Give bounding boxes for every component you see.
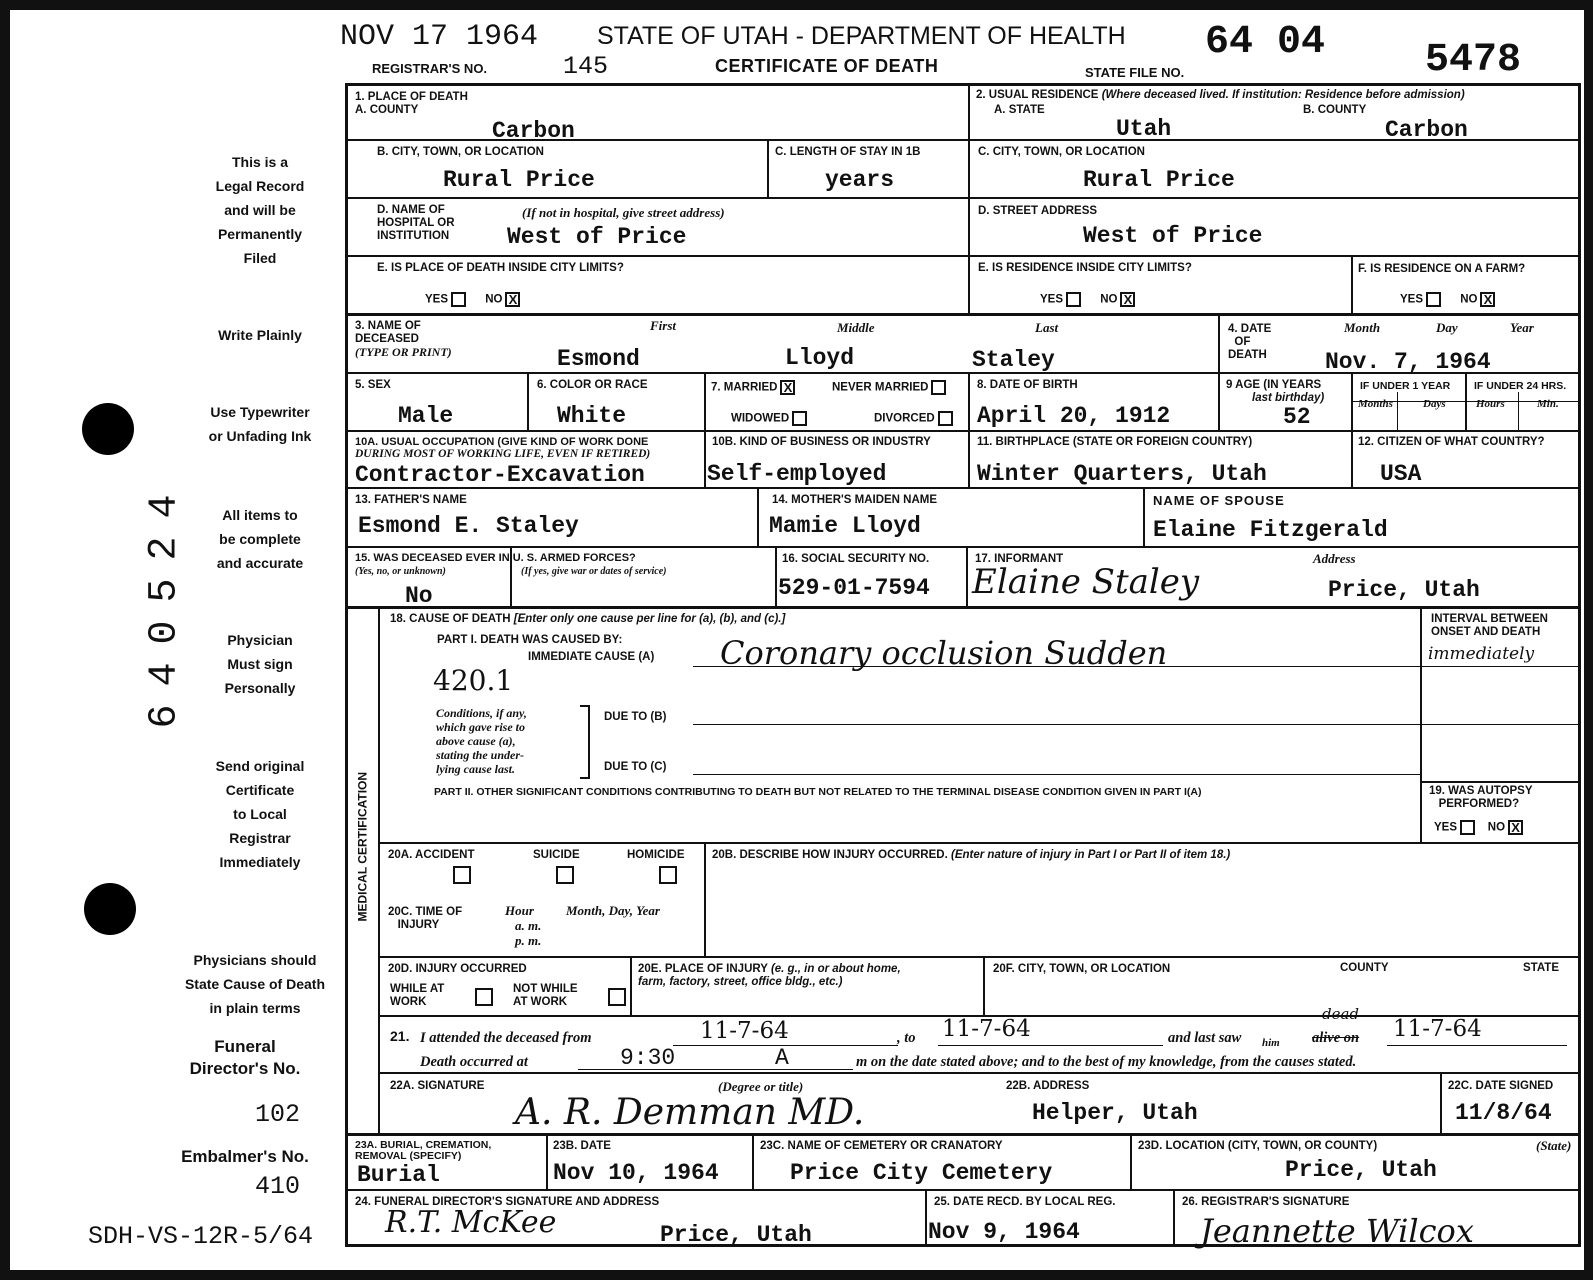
part-1-label: PART I. DEATH WAS CAUSED BY: — [437, 634, 623, 646]
street-address-label: D. STREET ADDRESS — [978, 205, 1098, 217]
accident-checkbox[interactable] — [453, 866, 471, 884]
alive-on-label: alive on — [1312, 1030, 1360, 1046]
suicide-checkbox[interactable] — [556, 866, 574, 884]
death-county: Carbon — [492, 118, 575, 144]
burial-date-label: 23B. DATE — [553, 1140, 611, 1152]
days-label: Days — [1423, 398, 1446, 410]
immediate-cause-label: IMMEDIATE CAUSE (A) — [528, 651, 655, 663]
autopsy-no-checkbox[interactable]: X — [1508, 820, 1523, 835]
spouse-label: NAME OF SPOUSE — [1153, 493, 1285, 508]
legal-record-note: This is a Legal Record and will be Permanently Filed — [215, 154, 305, 266]
registrar-no: 145 — [563, 52, 609, 81]
death-inside-city-label: E. IS PLACE OF DEATH INSIDE CITY LIMITS? — [377, 262, 624, 274]
farm-no-checkbox[interactable]: X — [1480, 292, 1495, 307]
send-original-note: Send original Certificate to Local Registrar Immediately — [215, 758, 305, 870]
widowed-option: WIDOWED — [731, 411, 807, 426]
residence-inside-no-checkbox[interactable]: X — [1120, 292, 1135, 307]
state-file-label: STATE FILE NO. — [1085, 65, 1185, 80]
signature-label: 22A. SIGNATURE — [390, 1080, 485, 1092]
under-24-hrs-label: IF UNDER 24 HRS. — [1474, 380, 1567, 392]
time-of-injury-label: 20C. TIME OF INJURY — [388, 906, 463, 931]
informant-label: 17. INFORMANT — [975, 553, 1064, 565]
date-of-birth: April 20, 1912 — [977, 403, 1171, 429]
stated-text: m on the date stated above; and to the best of my knowledge, from the causes stated. — [856, 1054, 1357, 1070]
informant-address: Price, Utah — [1328, 577, 1480, 603]
autopsy-label: 19. WAS AUTOPSY PERFORMED? — [1429, 785, 1533, 810]
never-married-option: NEVER MARRIED — [832, 380, 946, 395]
residence-county-label: B. COUNTY — [1303, 104, 1367, 116]
year-label: Year — [1510, 320, 1534, 335]
physician-address: Helper, Utah — [1032, 1100, 1198, 1126]
cemetery: Price City Cemetery — [790, 1160, 1053, 1186]
conditions-note: Conditions, if any, which gave rise to above cause (a), stating the under- lying cause last. — [436, 706, 527, 776]
stamp-date: NOV 17 1964 — [340, 20, 539, 54]
race: White — [557, 403, 627, 429]
race-label: 6. COLOR OR RACE — [537, 379, 648, 391]
age: 52 — [1283, 404, 1311, 430]
hospital-note: (If not in hospital, give street address) — [522, 205, 725, 220]
funeral-director-no-label: Funeral Director's No. — [189, 1037, 301, 1078]
citizen: USA — [1380, 461, 1422, 487]
birthplace: Winter Quarters, Utah — [977, 461, 1267, 487]
occupation-label: 10A. USUAL OCCUPATION (GIVE KIND OF WORK DONE DURING MOST OF WORKING LIFE, EVEN IF RETIRED) — [355, 436, 651, 460]
disposition: Burial — [357, 1162, 440, 1188]
funeral-director-address: Price, Utah — [660, 1222, 812, 1248]
state-file-prefix: 64 04 — [1205, 20, 1326, 65]
residence-city-label: C. CITY, TOWN, OR LOCATION — [978, 146, 1145, 158]
certificate-title: CERTIFICATE OF DEATH — [715, 56, 939, 76]
death-inside-yes-checkbox[interactable] — [451, 292, 466, 307]
embalmer-no: 410 — [255, 1172, 301, 1201]
punch-hole-bottom — [84, 883, 136, 935]
embalmer-no-label: Embalmer's No. — [181, 1147, 309, 1166]
describe-injury-label: 20B. DESCRIBE HOW INJURY OCCURRED. (Enter nature of injury in Part I or Part II of item 18.) — [712, 849, 1231, 861]
birthplace-label: 11. BIRTHPLACE (STATE OR FOREIGN COUNTRY) — [977, 436, 1253, 448]
farm-options: YES NO X — [1400, 292, 1495, 307]
homicide-checkbox[interactable] — [659, 866, 677, 884]
under-1-year-label: IF UNDER 1 YEAR — [1360, 380, 1451, 392]
farm-label: F. IS RESIDENCE ON A FARM? — [1358, 263, 1526, 275]
widowed-checkbox[interactable] — [792, 411, 807, 426]
cause-code: 420.1 — [433, 664, 514, 697]
injury-state-label: STATE — [1523, 962, 1559, 974]
first-label: First — [650, 318, 677, 333]
death-time: 9:30 — [620, 1045, 676, 1071]
business-label: 10B. KIND OF BUSINESS OR INDUSTRY — [712, 436, 931, 448]
minutes-label: Min. — [1537, 398, 1559, 410]
while-at-work-checkbox[interactable] — [475, 988, 493, 1006]
state-file-number: 5478 — [1425, 38, 1522, 83]
pm-label: p. m. — [515, 933, 542, 948]
usual-residence-label: 2. USUAL RESIDENCE (Where deceased lived. If institution: Residence before admission) — [976, 89, 1465, 101]
length-of-stay: years — [825, 167, 895, 193]
ssn-label: 16. SOCIAL SECURITY NO. — [782, 553, 930, 565]
hospital-label: D. NAME OF HOSPITAL OR INSTITUTION — [377, 204, 455, 242]
date-signed: 11/8/64 — [1455, 1100, 1552, 1126]
attended-to: 11-7-64 — [942, 1016, 1031, 1042]
informant-address-label: Address — [1313, 551, 1356, 566]
month-day-year-label: Month, Day, Year — [566, 903, 660, 918]
part-2-label: PART II. OTHER SIGNIFICANT CONDITIONS CONTRIBUTING TO DEATH BUT NOT RELATED TO THE TERMINAL DISEASE CONDITION GIVEN IN PART I(A) — [434, 786, 1202, 798]
injury-county-label: COUNTY — [1340, 962, 1389, 974]
attended-from: 11-7-64 — [700, 1018, 789, 1044]
armed-forces-label: 15. WAS DECEASED EVER IN U. S. ARMED FORCES? — [355, 552, 636, 564]
autopsy-yes-checkbox[interactable] — [1460, 820, 1475, 835]
agency-name: STATE OF UTAH - DEPARTMENT OF HEALTH — [597, 22, 1126, 50]
residence-county: Carbon — [1385, 117, 1468, 143]
death-inside-city-options: YES NO X — [425, 292, 520, 307]
street-address: West of Price — [1083, 223, 1263, 249]
dead-mark: dead — [1322, 1005, 1360, 1023]
registrar-no-label: REGISTRAR'S NO. — [372, 61, 488, 76]
informant-signature: Elaine Staley — [972, 562, 1200, 602]
father-label: 13. FATHER'S NAME — [355, 494, 467, 506]
due-to-c-label: DUE TO (C) — [604, 761, 667, 773]
date-received: Nov 9, 1964 — [928, 1219, 1080, 1245]
death-inside-no-checkbox[interactable]: X — [505, 292, 520, 307]
business: Self-employed — [707, 461, 887, 487]
date-signed-label: 22C. DATE SIGNED — [1448, 1080, 1554, 1092]
residence-state: Utah — [1116, 116, 1172, 142]
date-of-death: Nov. 7, 1964 — [1325, 349, 1491, 375]
hours-label: Hours — [1476, 398, 1505, 410]
last-saw-date: 11-7-64 — [1393, 1016, 1482, 1042]
degree-label: (Degree or title) — [718, 1079, 804, 1094]
hospital-name: West of Price — [507, 224, 687, 250]
while-at-work-option: WHILE AT WORK — [390, 983, 445, 1008]
punch-hole-top — [82, 403, 134, 455]
all-items-note: All items to be complete and accurate — [216, 507, 304, 571]
last-saw-label: and last saw — [1168, 1030, 1242, 1046]
death-occurred-label: Death occurred at — [420, 1054, 528, 1070]
residence-inside-city-label: E. IS RESIDENCE INSIDE CITY LIMITS? — [978, 262, 1192, 274]
father-name: Esmond E. Staley — [358, 513, 579, 539]
farm-yes-checkbox[interactable] — [1426, 292, 1441, 307]
residence-inside-yes-checkbox[interactable] — [1066, 292, 1081, 307]
armed-forces: No — [405, 583, 433, 609]
registrar-signature: Jeannette Wilcox — [1200, 1212, 1474, 1250]
first-name: Esmond — [557, 346, 640, 372]
vertical-serial-number: 640524 — [142, 476, 188, 729]
attended-text: I attended the deceased from — [420, 1030, 592, 1046]
residence-state-label: A. STATE — [994, 104, 1045, 116]
form-number: SDH-VS-12R-5/64 — [88, 1222, 314, 1251]
ssn: 529-01-7594 — [778, 575, 930, 601]
date-of-birth-label: 8. DATE OF BIRTH — [977, 379, 1078, 391]
occupation: Contractor-Excavation — [355, 462, 645, 488]
burial-location: Price, Utah — [1285, 1157, 1437, 1183]
place-of-death-label: 1. PLACE OF DEATH A. COUNTY — [355, 91, 468, 116]
armed-forces-note-2: (If yes, give war or dates of service) — [521, 566, 667, 577]
date-of-death-label: 4. DATE OF DEATH — [1228, 323, 1272, 361]
am-label: a. m. — [515, 918, 542, 933]
death-time-ampm: A — [775, 1045, 789, 1071]
funeral-director-label: 24. FUNERAL DIRECTOR'S SIGNATURE AND ADDRESS — [355, 1196, 660, 1208]
write-plainly-note: Write Plainly — [218, 327, 302, 343]
months-label: Months — [1358, 398, 1393, 410]
never-married-checkbox[interactable] — [931, 380, 946, 395]
cemetery-label: 23C. NAME OF CEMETERY OR CRANATORY — [760, 1140, 1003, 1152]
physician-sign-note: Physician Must sign Personally — [224, 632, 296, 696]
hour-label: Hour — [505, 903, 534, 918]
married-option: 7. MARRIED X — [711, 380, 795, 395]
to-label: , to — [897, 1030, 916, 1046]
citizen-label: 12. CITIZEN OF WHAT COUNTRY? — [1358, 436, 1545, 448]
injury-occurred-label: 20D. INJURY OCCURRED — [388, 963, 527, 975]
funeral-director-signature: R.T. McKee — [385, 1205, 557, 1240]
length-of-stay-label: C. LENGTH OF STAY IN 1B — [775, 146, 921, 158]
item-21-label: 21. — [390, 1028, 410, 1044]
state-cause-note: Physicians should State Cause of Death in plain terms — [184, 952, 326, 1016]
due-to-b-label: DUE TO (B) — [604, 711, 667, 723]
immediate-cause: Coronary occlusion Sudden — [720, 634, 1168, 672]
place-of-injury-label: 20E. PLACE OF INJURY (e. g., in or about home, farm, factory, street, office bldg., etc.) — [638, 963, 901, 988]
disposition-label: 23A. BURIAL, CREMATION, REMOVAL (SPECIFY) — [355, 1139, 492, 1162]
sex-label: 5. SEX — [355, 379, 391, 391]
sex: Male — [398, 403, 454, 429]
not-while-at-work-option: NOT WHILE AT WORK — [513, 983, 578, 1008]
burial-location-label: 23D. LOCATION (CITY, TOWN, OR COUNTY) — [1138, 1140, 1378, 1152]
residence-inside-city-options: YES NO X — [1040, 292, 1135, 307]
married-checkbox[interactable]: X — [780, 380, 795, 395]
interval-label: INTERVAL BETWEEN ONSET AND DEATH — [1431, 613, 1548, 638]
physician-signature: A. R. Demman MD. — [515, 1092, 865, 1133]
mother-label: 14. MOTHER'S MAIDEN NAME — [772, 494, 938, 506]
mother-name: Mamie Lloyd — [769, 513, 921, 539]
accident-label: 20A. ACCIDENT — [388, 849, 475, 861]
funeral-director-no: 102 — [255, 1100, 301, 1129]
interval: immediately — [1428, 644, 1535, 664]
death-city: Rural Price — [443, 167, 595, 193]
middle-name: Lloyd — [785, 345, 855, 371]
injury-city-label: 20F. CITY, TOWN, OR LOCATION — [993, 963, 1171, 975]
spouse-name: Elaine Fitzgerald — [1153, 517, 1388, 543]
homicide-label: HOMICIDE — [627, 849, 685, 861]
conditions-brace — [580, 705, 590, 779]
middle-label: Middle — [837, 320, 875, 335]
death-city-label: B. CITY, TOWN, OR LOCATION — [377, 146, 544, 158]
date-received-label: 25. DATE RECD. BY LOCAL REG. — [934, 1196, 1116, 1208]
him-label: him — [1262, 1037, 1280, 1049]
age-label: 9 AGE (IN YEARS last birthday) — [1226, 379, 1325, 404]
not-while-at-work-checkbox[interactable] — [608, 988, 626, 1006]
registrar-signature-label: 26. REGISTRAR'S SIGNATURE — [1182, 1196, 1350, 1208]
last-label: Last — [1035, 320, 1059, 335]
month-label: Month — [1344, 320, 1381, 335]
last-name: Staley — [972, 347, 1055, 373]
divorced-option: DIVORCED — [874, 411, 953, 426]
suicide-label: SUICIDE — [533, 849, 580, 861]
use-typewriter-note: Use Typewriter or Unfading Ink — [208, 404, 312, 444]
residence-city: Rural Price — [1083, 167, 1235, 193]
armed-forces-note-1: (Yes, no, or unknown) — [355, 566, 446, 577]
autopsy-options: YES NO X — [1434, 820, 1523, 835]
burial-state-label: (State) — [1536, 1138, 1572, 1153]
divorced-checkbox[interactable] — [938, 411, 953, 426]
physician-address-label: 22B. ADDRESS — [1006, 1080, 1090, 1092]
cause-of-death-label: 18. CAUSE OF DEATH [Enter only one cause per line for (a), (b), and (c).] — [390, 613, 786, 625]
deceased-name-label: 3. NAME OF DECEASED (TYPE OR PRINT) — [355, 320, 452, 359]
day-label: Day — [1436, 320, 1458, 335]
medical-certification-label: MEDICAL CERTIFICATION — [355, 771, 370, 922]
burial-date: Nov 10, 1964 — [553, 1160, 719, 1186]
